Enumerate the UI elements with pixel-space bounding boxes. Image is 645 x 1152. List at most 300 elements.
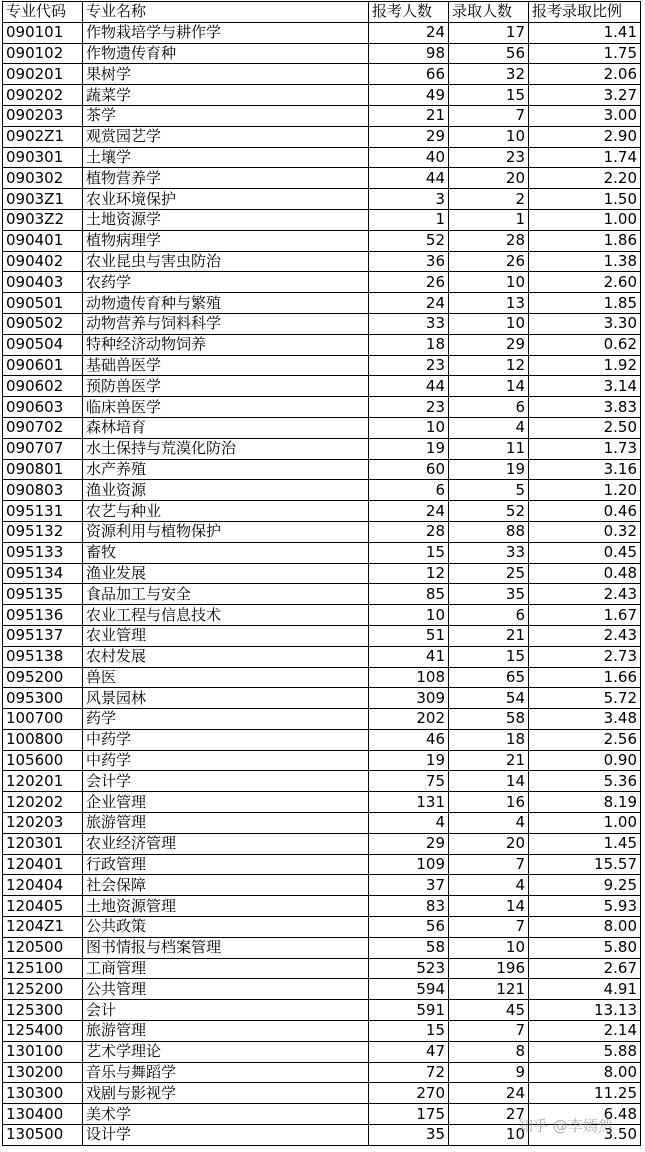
- cell-name: 农业经济管理: [83, 833, 369, 854]
- cell-code: 090201: [3, 64, 83, 85]
- cell-ratio: 4.91: [529, 979, 641, 1000]
- cell-admitted: 24: [449, 1083, 529, 1104]
- cell-applicants: 3: [369, 189, 449, 210]
- cell-code: 090501: [3, 293, 83, 314]
- cell-code: 130500: [3, 1125, 83, 1146]
- cell-name: 工商管理: [83, 958, 369, 979]
- cell-code: 120202: [3, 792, 83, 813]
- cell-name: 水土保持与荒漠化防治: [83, 438, 369, 459]
- cell-name: 企业管理: [83, 792, 369, 813]
- table-row: [3, 501, 641, 522]
- table-row: [3, 376, 641, 397]
- cell-ratio: 3.27: [529, 85, 641, 106]
- table-row: [3, 584, 641, 605]
- cell-code: 120500: [3, 937, 83, 958]
- cell-ratio: 5.36: [529, 771, 641, 792]
- cell-ratio: 3.14: [529, 376, 641, 397]
- cell-applicants: 41: [369, 646, 449, 667]
- cell-code: 090401: [3, 230, 83, 251]
- cell-applicants: 24: [369, 293, 449, 314]
- cell-applicants: 309: [369, 688, 449, 709]
- table-row: [3, 417, 641, 438]
- table-row: [3, 168, 641, 189]
- cell-applicants: 29: [369, 833, 449, 854]
- cell-code: 095200: [3, 667, 83, 688]
- cell-name: 特种经济动物饲养: [83, 334, 369, 355]
- cell-admitted: 10: [449, 937, 529, 958]
- table-row: [3, 22, 641, 43]
- cell-name: 风景园林: [83, 688, 369, 709]
- cell-name: 土壤学: [83, 147, 369, 168]
- cell-admitted: 17: [449, 22, 529, 43]
- cell-name: 中药学: [83, 750, 369, 771]
- table-row: [3, 896, 641, 917]
- table-row: [3, 1104, 641, 1125]
- table-row: [3, 813, 641, 834]
- cell-ratio: 1.00: [529, 813, 641, 834]
- cell-applicants: 23: [369, 355, 449, 376]
- cell-ratio: 3.50: [529, 1125, 641, 1146]
- cell-applicants: 12: [369, 563, 449, 584]
- table-body: [3, 22, 641, 1145]
- cell-applicants: 28: [369, 521, 449, 542]
- cell-admitted: 7: [449, 854, 529, 875]
- cell-code: 090101: [3, 22, 83, 43]
- cell-code: 120203: [3, 813, 83, 834]
- cell-code: 090707: [3, 438, 83, 459]
- cell-admitted: 4: [449, 417, 529, 438]
- cell-ratio: 1.20: [529, 480, 641, 501]
- table-row: [3, 979, 641, 1000]
- cell-code: 0903Z1: [3, 189, 83, 210]
- cell-ratio: 2.60: [529, 272, 641, 293]
- cell-applicants: 51: [369, 625, 449, 646]
- cell-admitted: 33: [449, 542, 529, 563]
- cell-code: 090504: [3, 334, 83, 355]
- header-admitted: 录取人数: [449, 2, 529, 23]
- cell-admitted: 7: [449, 1021, 529, 1042]
- cell-applicants: 85: [369, 584, 449, 605]
- table-row: [3, 272, 641, 293]
- cell-ratio: 6.48: [529, 1104, 641, 1125]
- cell-ratio: 8.00: [529, 1062, 641, 1083]
- cell-ratio: 2.43: [529, 584, 641, 605]
- cell-code: 105600: [3, 750, 83, 771]
- cell-ratio: 8.19: [529, 792, 641, 813]
- table-row: [3, 937, 641, 958]
- cell-applicants: 47: [369, 1041, 449, 1062]
- cell-name: 动物遗传育种与繁殖: [83, 293, 369, 314]
- cell-ratio: 1.73: [529, 438, 641, 459]
- cell-applicants: 15: [369, 542, 449, 563]
- cell-code: 090602: [3, 376, 83, 397]
- cell-name: 水产养殖: [83, 459, 369, 480]
- cell-applicants: 37: [369, 875, 449, 896]
- cell-admitted: 9: [449, 1062, 529, 1083]
- cell-name: 土地资源管理: [83, 896, 369, 917]
- cell-admitted: 52: [449, 501, 529, 522]
- cell-admitted: 14: [449, 376, 529, 397]
- cell-ratio: 5.93: [529, 896, 641, 917]
- table-row: [3, 667, 641, 688]
- cell-admitted: 12: [449, 355, 529, 376]
- cell-name: 兽医: [83, 667, 369, 688]
- cell-code: 090603: [3, 397, 83, 418]
- cell-name: 美术学: [83, 1104, 369, 1125]
- cell-name: 畜牧: [83, 542, 369, 563]
- cell-admitted: 6: [449, 397, 529, 418]
- cell-name: 作物栽培学与耕作学: [83, 22, 369, 43]
- cell-ratio: 3.30: [529, 313, 641, 334]
- table-row: [3, 355, 641, 376]
- cell-admitted: 2: [449, 189, 529, 210]
- cell-applicants: 15: [369, 1021, 449, 1042]
- cell-ratio: 2.20: [529, 168, 641, 189]
- cell-code: 120201: [3, 771, 83, 792]
- table-row: [3, 875, 641, 896]
- cell-admitted: 56: [449, 43, 529, 64]
- cell-name: 农村发展: [83, 646, 369, 667]
- cell-code: 125400: [3, 1021, 83, 1042]
- cell-code: 090203: [3, 105, 83, 126]
- cell-code: 095134: [3, 563, 83, 584]
- table-row: [3, 293, 641, 314]
- cell-name: 预防兽医学: [83, 376, 369, 397]
- cell-applicants: 24: [369, 501, 449, 522]
- cell-ratio: 0.46: [529, 501, 641, 522]
- cell-code: 095137: [3, 625, 83, 646]
- cell-ratio: 0.62: [529, 334, 641, 355]
- table-row: [3, 542, 641, 563]
- cell-applicants: 56: [369, 917, 449, 938]
- cell-code: 090702: [3, 417, 83, 438]
- cell-code: 130300: [3, 1083, 83, 1104]
- cell-name: 公共政策: [83, 917, 369, 938]
- cell-name: 音乐与舞蹈学: [83, 1062, 369, 1083]
- cell-ratio: 1.38: [529, 251, 641, 272]
- cell-ratio: 9.25: [529, 875, 641, 896]
- cell-name: 农业管理: [83, 625, 369, 646]
- cell-applicants: 270: [369, 1083, 449, 1104]
- table-row: [3, 750, 641, 771]
- cell-applicants: 40: [369, 147, 449, 168]
- table-row: [3, 251, 641, 272]
- cell-applicants: 66: [369, 64, 449, 85]
- cell-applicants: 108: [369, 667, 449, 688]
- cell-code: 090403: [3, 272, 83, 293]
- cell-admitted: 28: [449, 230, 529, 251]
- cell-name: 设计学: [83, 1125, 369, 1146]
- cell-applicants: 109: [369, 854, 449, 875]
- cell-admitted: 25: [449, 563, 529, 584]
- cell-applicants: 52: [369, 230, 449, 251]
- cell-ratio: 2.50: [529, 417, 641, 438]
- cell-code: 090801: [3, 459, 83, 480]
- table-row: [3, 709, 641, 730]
- cell-ratio: 1.41: [529, 22, 641, 43]
- table-row: [3, 64, 641, 85]
- cell-code: 095300: [3, 688, 83, 709]
- cell-code: 0903Z2: [3, 209, 83, 230]
- cell-name: 旅游管理: [83, 813, 369, 834]
- table-row: [3, 334, 641, 355]
- cell-admitted: 10: [449, 313, 529, 334]
- cell-code: 090803: [3, 480, 83, 501]
- cell-name: 会计: [83, 1000, 369, 1021]
- table-row: [3, 438, 641, 459]
- cell-admitted: 88: [449, 521, 529, 542]
- table-row: [3, 833, 641, 854]
- cell-admitted: 4: [449, 875, 529, 896]
- table-row: [3, 563, 641, 584]
- table-row: [3, 1125, 641, 1146]
- cell-code: 090402: [3, 251, 83, 272]
- cell-applicants: 33: [369, 313, 449, 334]
- cell-ratio: 3.16: [529, 459, 641, 480]
- cell-code: 120404: [3, 875, 83, 896]
- cell-admitted: 16: [449, 792, 529, 813]
- cell-code: 090301: [3, 147, 83, 168]
- table-row: [3, 1000, 641, 1021]
- table-row: [3, 1083, 641, 1104]
- table-row: [3, 147, 641, 168]
- table-row: [3, 646, 641, 667]
- cell-admitted: 20: [449, 833, 529, 854]
- cell-ratio: 3.83: [529, 397, 641, 418]
- cell-name: 社会保障: [83, 875, 369, 896]
- cell-code: 090202: [3, 85, 83, 106]
- table-row: [3, 1041, 641, 1062]
- cell-admitted: 19: [449, 459, 529, 480]
- cell-applicants: 4: [369, 813, 449, 834]
- cell-applicants: 72: [369, 1062, 449, 1083]
- cell-code: 120301: [3, 833, 83, 854]
- cell-ratio: 1.66: [529, 667, 641, 688]
- admission-table: [2, 1, 641, 1146]
- table-row: [3, 1021, 641, 1042]
- cell-name: 戏剧与影视学: [83, 1083, 369, 1104]
- table-row: [3, 313, 641, 334]
- cell-ratio: 13.13: [529, 1000, 641, 1021]
- cell-code: 090502: [3, 313, 83, 334]
- cell-code: 095132: [3, 521, 83, 542]
- cell-admitted: 10: [449, 272, 529, 293]
- cell-admitted: 35: [449, 584, 529, 605]
- cell-name: 观赏园艺学: [83, 126, 369, 147]
- cell-admitted: 7: [449, 105, 529, 126]
- cell-ratio: 1.75: [529, 43, 641, 64]
- table-row: [3, 126, 641, 147]
- cell-code: 120405: [3, 896, 83, 917]
- header-row: [3, 2, 641, 23]
- cell-ratio: 1.00: [529, 209, 641, 230]
- cell-name: 中药学: [83, 729, 369, 750]
- cell-ratio: 2.06: [529, 64, 641, 85]
- cell-ratio: 1.45: [529, 833, 641, 854]
- cell-code: 0902Z1: [3, 126, 83, 147]
- cell-applicants: 175: [369, 1104, 449, 1125]
- cell-name: 会计学: [83, 771, 369, 792]
- table-row: [3, 85, 641, 106]
- cell-applicants: 23: [369, 397, 449, 418]
- table-row: [3, 771, 641, 792]
- table-row: [3, 43, 641, 64]
- cell-code: 095135: [3, 584, 83, 605]
- cell-admitted: 15: [449, 646, 529, 667]
- cell-admitted: 23: [449, 147, 529, 168]
- table-row: [3, 397, 641, 418]
- cell-name: 农业环境保护: [83, 189, 369, 210]
- cell-ratio: 2.56: [529, 729, 641, 750]
- table-row: [3, 605, 641, 626]
- cell-name: 公共管理: [83, 979, 369, 1000]
- header-name: 专业名称: [83, 2, 369, 23]
- table-row: [3, 625, 641, 646]
- cell-applicants: 29: [369, 126, 449, 147]
- cell-name: 农药学: [83, 272, 369, 293]
- cell-ratio: 15.57: [529, 854, 641, 875]
- cell-ratio: 1.74: [529, 147, 641, 168]
- table-row: [3, 792, 641, 813]
- cell-name: 蔬菜学: [83, 85, 369, 106]
- header-ratio: 报考录取比例: [529, 2, 641, 23]
- cell-admitted: 65: [449, 667, 529, 688]
- cell-name: 植物病理学: [83, 230, 369, 251]
- cell-admitted: 6: [449, 605, 529, 626]
- cell-code: 130100: [3, 1041, 83, 1062]
- cell-admitted: 196: [449, 958, 529, 979]
- cell-code: 090601: [3, 355, 83, 376]
- cell-name: 森林培育: [83, 417, 369, 438]
- cell-applicants: 202: [369, 709, 449, 730]
- cell-code: 125300: [3, 1000, 83, 1021]
- table-row: [3, 688, 641, 709]
- cell-applicants: 35: [369, 1125, 449, 1146]
- cell-ratio: 1.92: [529, 355, 641, 376]
- cell-admitted: 14: [449, 896, 529, 917]
- cell-ratio: 3.00: [529, 105, 641, 126]
- cell-admitted: 32: [449, 64, 529, 85]
- cell-name: 图书情报与档案管理: [83, 937, 369, 958]
- cell-ratio: 1.85: [529, 293, 641, 314]
- cell-admitted: 58: [449, 709, 529, 730]
- cell-ratio: 2.73: [529, 646, 641, 667]
- cell-code: 100800: [3, 729, 83, 750]
- table-row: [3, 105, 641, 126]
- cell-applicants: 594: [369, 979, 449, 1000]
- cell-code: 1204Z1: [3, 917, 83, 938]
- cell-admitted: 20: [449, 168, 529, 189]
- cell-admitted: 11: [449, 438, 529, 459]
- table-row: [3, 1062, 641, 1083]
- cell-admitted: 45: [449, 1000, 529, 1021]
- cell-applicants: 21: [369, 105, 449, 126]
- cell-admitted: 7: [449, 917, 529, 938]
- cell-admitted: 27: [449, 1104, 529, 1125]
- cell-applicants: 44: [369, 168, 449, 189]
- cell-name: 植物营养学: [83, 168, 369, 189]
- cell-admitted: 29: [449, 334, 529, 355]
- cell-name: 作物遗传育种: [83, 43, 369, 64]
- cell-applicants: 1: [369, 209, 449, 230]
- table-row: [3, 729, 641, 750]
- cell-applicants: 44: [369, 376, 449, 397]
- cell-admitted: 13: [449, 293, 529, 314]
- cell-ratio: 3.48: [529, 709, 641, 730]
- cell-ratio: 2.43: [529, 625, 641, 646]
- cell-admitted: 14: [449, 771, 529, 792]
- cell-admitted: 18: [449, 729, 529, 750]
- cell-ratio: 0.32: [529, 521, 641, 542]
- cell-name: 艺术学理论: [83, 1041, 369, 1062]
- cell-admitted: 10: [449, 1125, 529, 1146]
- cell-applicants: 24: [369, 22, 449, 43]
- cell-applicants: 49: [369, 85, 449, 106]
- cell-name: 渔业资源: [83, 480, 369, 501]
- watermark-text: 知乎 @李嫣然: [518, 1117, 613, 1135]
- cell-code: 090302: [3, 168, 83, 189]
- cell-name: 茶学: [83, 105, 369, 126]
- cell-applicants: 36: [369, 251, 449, 272]
- table-row: [3, 209, 641, 230]
- cell-ratio: 5.88: [529, 1041, 641, 1062]
- cell-admitted: 21: [449, 625, 529, 646]
- cell-code: 095133: [3, 542, 83, 563]
- cell-name: 基础兽医学: [83, 355, 369, 376]
- cell-applicants: 6: [369, 480, 449, 501]
- cell-ratio: 0.90: [529, 750, 641, 771]
- cell-name: 土地资源学: [83, 209, 369, 230]
- cell-applicants: 591: [369, 1000, 449, 1021]
- table-row: [3, 854, 641, 875]
- cell-applicants: 58: [369, 937, 449, 958]
- cell-name: 农业昆虫与害虫防治: [83, 251, 369, 272]
- cell-applicants: 523: [369, 958, 449, 979]
- cell-applicants: 10: [369, 605, 449, 626]
- cell-code: 090102: [3, 43, 83, 64]
- cell-ratio: 0.48: [529, 563, 641, 584]
- table-row: [3, 480, 641, 501]
- table-row: [3, 917, 641, 938]
- cell-name: 临床兽医学: [83, 397, 369, 418]
- cell-ratio: 2.14: [529, 1021, 641, 1042]
- cell-ratio: 0.45: [529, 542, 641, 563]
- cell-ratio: 5.80: [529, 937, 641, 958]
- cell-applicants: 83: [369, 896, 449, 917]
- cell-code: 130200: [3, 1062, 83, 1083]
- cell-applicants: 10: [369, 417, 449, 438]
- cell-ratio: 1.50: [529, 189, 641, 210]
- cell-ratio: 2.67: [529, 958, 641, 979]
- cell-applicants: 19: [369, 750, 449, 771]
- cell-name: 渔业发展: [83, 563, 369, 584]
- cell-applicants: 131: [369, 792, 449, 813]
- cell-admitted: 26: [449, 251, 529, 272]
- cell-name: 资源利用与植物保护: [83, 521, 369, 542]
- cell-name: 药学: [83, 709, 369, 730]
- table-row: [3, 189, 641, 210]
- cell-code: 120401: [3, 854, 83, 875]
- header-code: 专业代码: [3, 2, 83, 23]
- cell-applicants: 60: [369, 459, 449, 480]
- cell-applicants: 75: [369, 771, 449, 792]
- cell-name: 旅游管理: [83, 1021, 369, 1042]
- cell-name: 食品加工与安全: [83, 584, 369, 605]
- cell-ratio: 2.90: [529, 126, 641, 147]
- cell-ratio: 1.86: [529, 230, 641, 251]
- cell-admitted: 4: [449, 813, 529, 834]
- cell-applicants: 26: [369, 272, 449, 293]
